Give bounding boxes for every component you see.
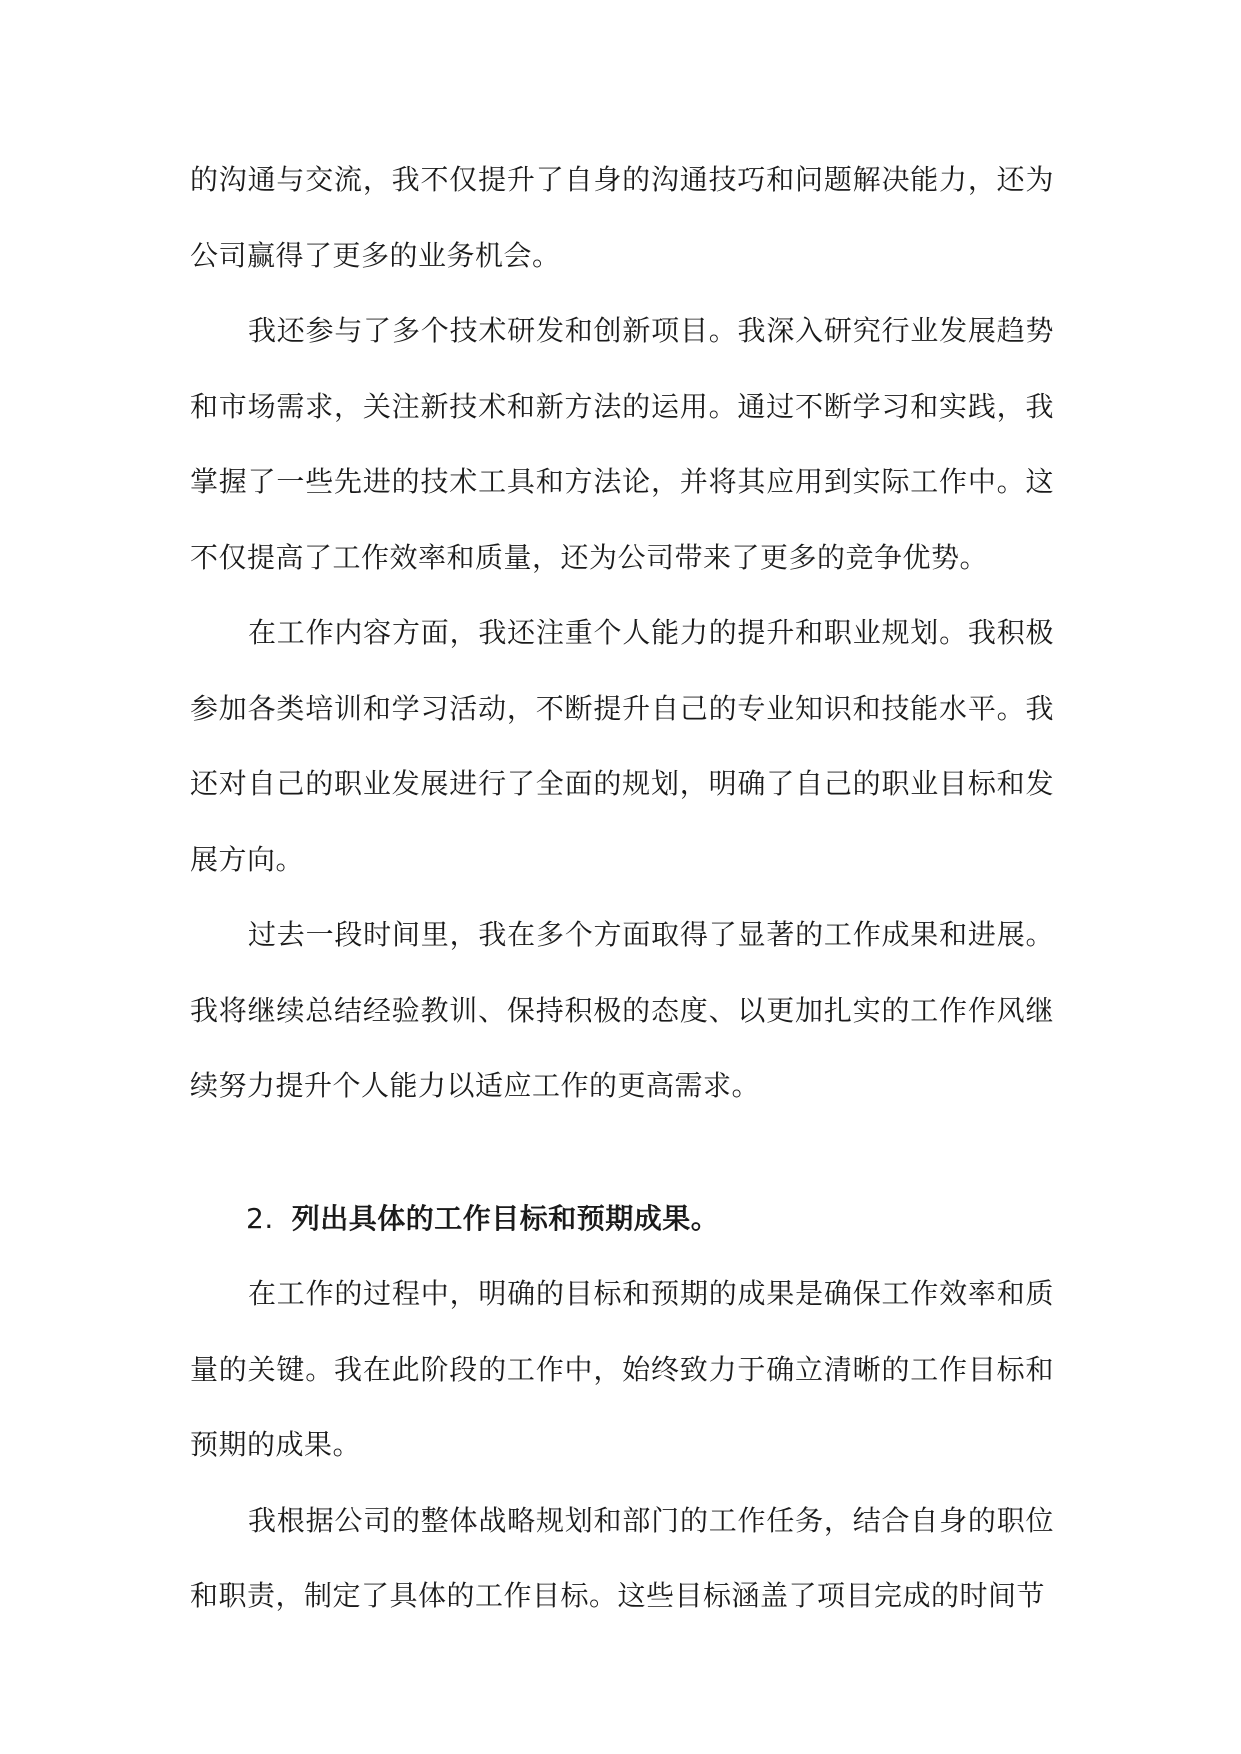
section-title: 列出具体的工作目标和预期成果。 — [291, 1201, 720, 1235]
section-heading — [190, 1181, 1054, 1257]
paragraph-continuation: 的沟通与交流，我不仅提升了自身的沟通技巧和问题解决能力，还为公司赢得了更多的业务机会。 — [190, 163, 1054, 272]
paragraph-goals-intro: 在工作的过程中，明确的目标和预期的成果是确保工作效率和质量的关键。我在此阶段的工作中，始终致力于确立清晰的工作目标和预期的成果。 — [190, 1277, 1054, 1461]
section-number: 2. — [246, 1201, 274, 1235]
paragraph-goals-detail: 我根据公司的整体战略规划和部门的工作任务，结合自身的职位和职责，制定了具体的工作目标。这些目标涵盖了项目完成的时间节 — [190, 1503, 1054, 1612]
paragraph-tech-projects: 我还参与了多个技术研发和创新项目。我深入研究行业发展趋势和市场需求，关注新技术和新方法的运用。通过不断学习和实践，我掌握了一些先进的技术工具和方法论，并将其应用到实际工作中。这不仅提高了工作效率和质量，还为公司带来了更多的竞争优势。 — [190, 314, 1054, 574]
paragraph-summary: 过去一段时间里，我在多个方面取得了显著的工作成果和进展。我将继续总结经验教训、保持积极的态度、以更加扎实的工作作风继续努力提升个人能力以适应工作的更高需求。 — [190, 918, 1054, 1102]
paragraph-personal-development: 在工作内容方面，我还注重个人能力的提升和职业规划。我积极参加各类培训和学习活动，不断提升自己的专业知识和技能水平。我还对自己的职业发展进行了全面的规划，明确了自己的职业目标和发展方向。 — [190, 616, 1054, 876]
document-body — [190, 142, 1054, 1634]
